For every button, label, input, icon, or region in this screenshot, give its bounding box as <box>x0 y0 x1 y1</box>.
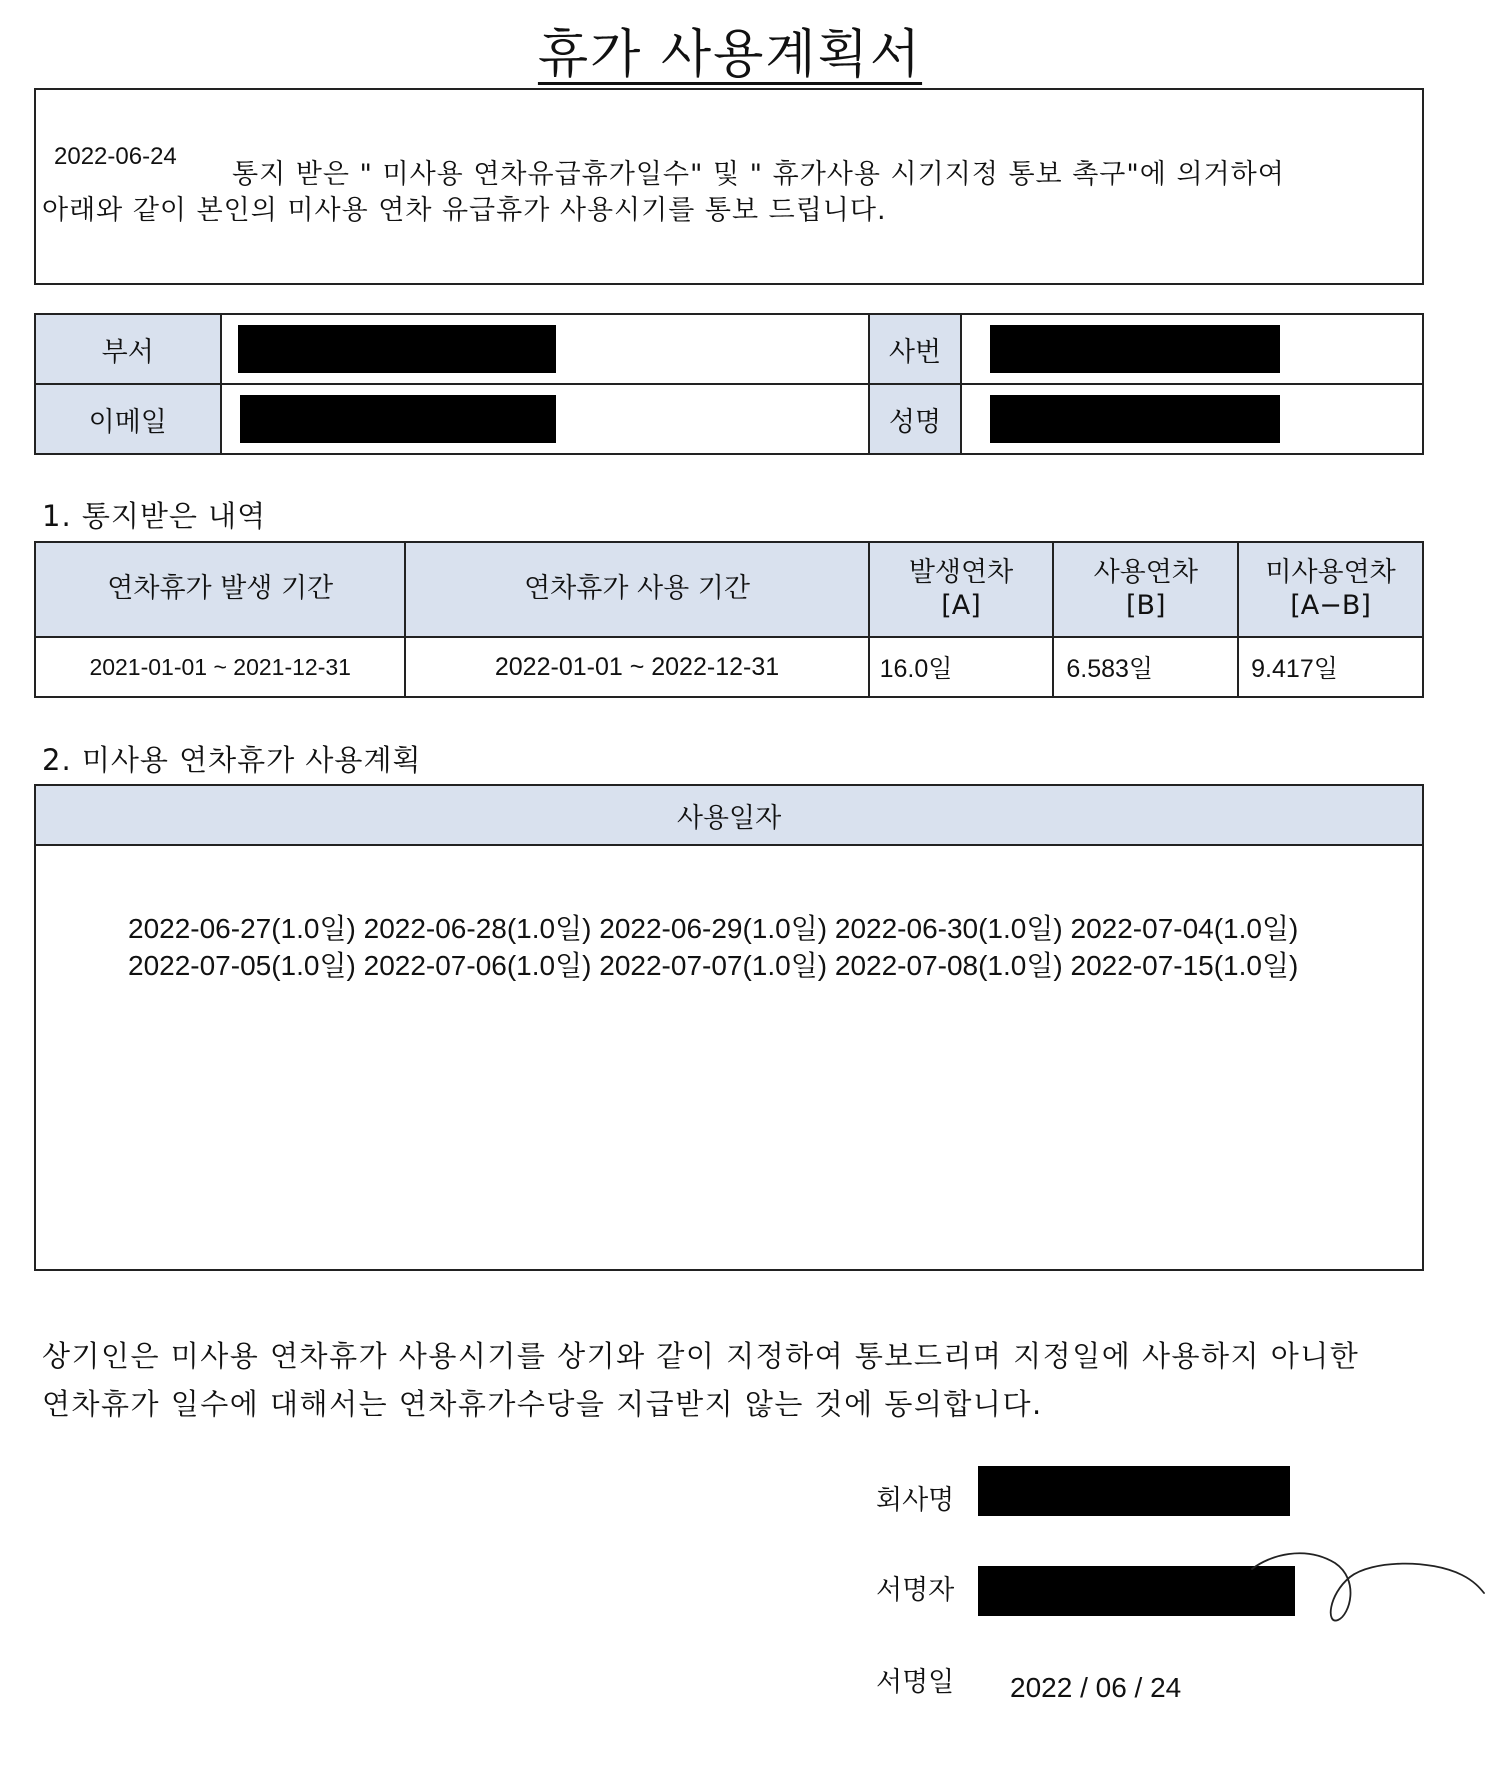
header-unused-code: [A−B] <box>1290 589 1371 621</box>
header-accrued-code: [A] <box>941 589 981 621</box>
company-label: 회사명 <box>876 1485 955 1516</box>
email-value <box>221 384 869 454</box>
header-accrued <box>869 542 1054 637</box>
employee-info-table <box>34 313 1424 455</box>
accrued-value: 16.0일 <box>869 637 1054 697</box>
usage-dates-line1: 2022-06-27(1.0일) 2022-06-28(1.0일) 2022-06-29(1.0일) 2022-06-30(1.0일) 2022-07-04(1.0일) <box>128 913 1299 944</box>
redacted-employee-no <box>990 325 1280 373</box>
department-value <box>221 314 869 384</box>
usage-period-value: 2022-01-01 ~ 2022-12-31 <box>405 637 868 697</box>
header-accrued-label: 발생연차 <box>908 557 1014 589</box>
usage-date-cell <box>35 845 1423 1270</box>
header-accrual-period: 연차휴가 발생 기간 <box>35 542 405 637</box>
section2-heading: 2. 미사용 연차휴가 사용계획 <box>42 743 422 777</box>
usage-date-header: 사용일자 <box>35 785 1423 845</box>
agreement-text <box>42 1332 1359 1428</box>
employee-no-label: 사번 <box>869 314 962 384</box>
name-value <box>961 384 1423 454</box>
header-unused <box>1238 542 1423 637</box>
header-usage-period: 연차휴가 사용 기간 <box>405 542 868 637</box>
email-label: 이메일 <box>35 384 221 454</box>
notice-text-line1: 통지 받은 " 미사용 연차유급휴가일수" 및 " 휴가사용 시기지정 통보 촉구"에 의거하여 <box>232 159 1285 190</box>
header-used-label: 사용연차 <box>1093 557 1198 589</box>
redacted-name <box>990 395 1280 443</box>
agreement-line2: 연차휴가 일수에 대해서는 연차휴가수당을 지급받지 않는 것에 동의합니다. <box>42 1387 1043 1421</box>
used-value: 6.583일 <box>1053 637 1238 697</box>
usage-dates <box>36 846 1422 984</box>
name-label: 성명 <box>869 384 962 454</box>
agreement-line1: 상기인은 미사용 연차휴가 사용시기를 상기와 같이 지정하여 통보드리며 지정일에 사용하지 아니한 <box>42 1339 1360 1373</box>
employee-no-value <box>961 314 1423 384</box>
sign-date-label: 서명일 <box>876 1667 955 1698</box>
header-unused-label: 미사용연차 <box>1265 557 1396 589</box>
handwritten-signature <box>1240 1535 1485 1635</box>
header-used <box>1053 542 1238 637</box>
unused-value: 9.417일 <box>1238 637 1423 697</box>
usage-dates-line2: 2022-07-05(1.0일) 2022-07-06(1.0일) 2022-07-07(1.0일) 2022-07-08(1.0일) 2022-07-15(1.0일) <box>128 950 1299 981</box>
notified-details-table <box>34 541 1424 698</box>
usage-plan-table <box>34 784 1424 1271</box>
signer-label: 서명자 <box>876 1575 955 1606</box>
notice-date: 2022-06-24 <box>54 143 177 170</box>
department-label: 부서 <box>35 314 221 384</box>
accrual-period-value: 2021-01-01 ~ 2021-12-31 <box>35 637 405 697</box>
redacted-department <box>238 325 556 373</box>
section1-heading: 1. 통지받은 내역 <box>42 499 267 533</box>
notice-text-line2: 아래와 같이 본인의 미사용 연차 유급휴가 사용시기를 통보 드립니다. <box>42 195 887 226</box>
sign-date-value: 2022 / 06 / 24 <box>1010 1672 1182 1703</box>
redacted-company <box>978 1466 1290 1516</box>
header-used-code: [B] <box>1125 589 1166 621</box>
document-title: 휴가 사용계획서 <box>537 25 923 85</box>
redacted-email <box>240 395 556 443</box>
